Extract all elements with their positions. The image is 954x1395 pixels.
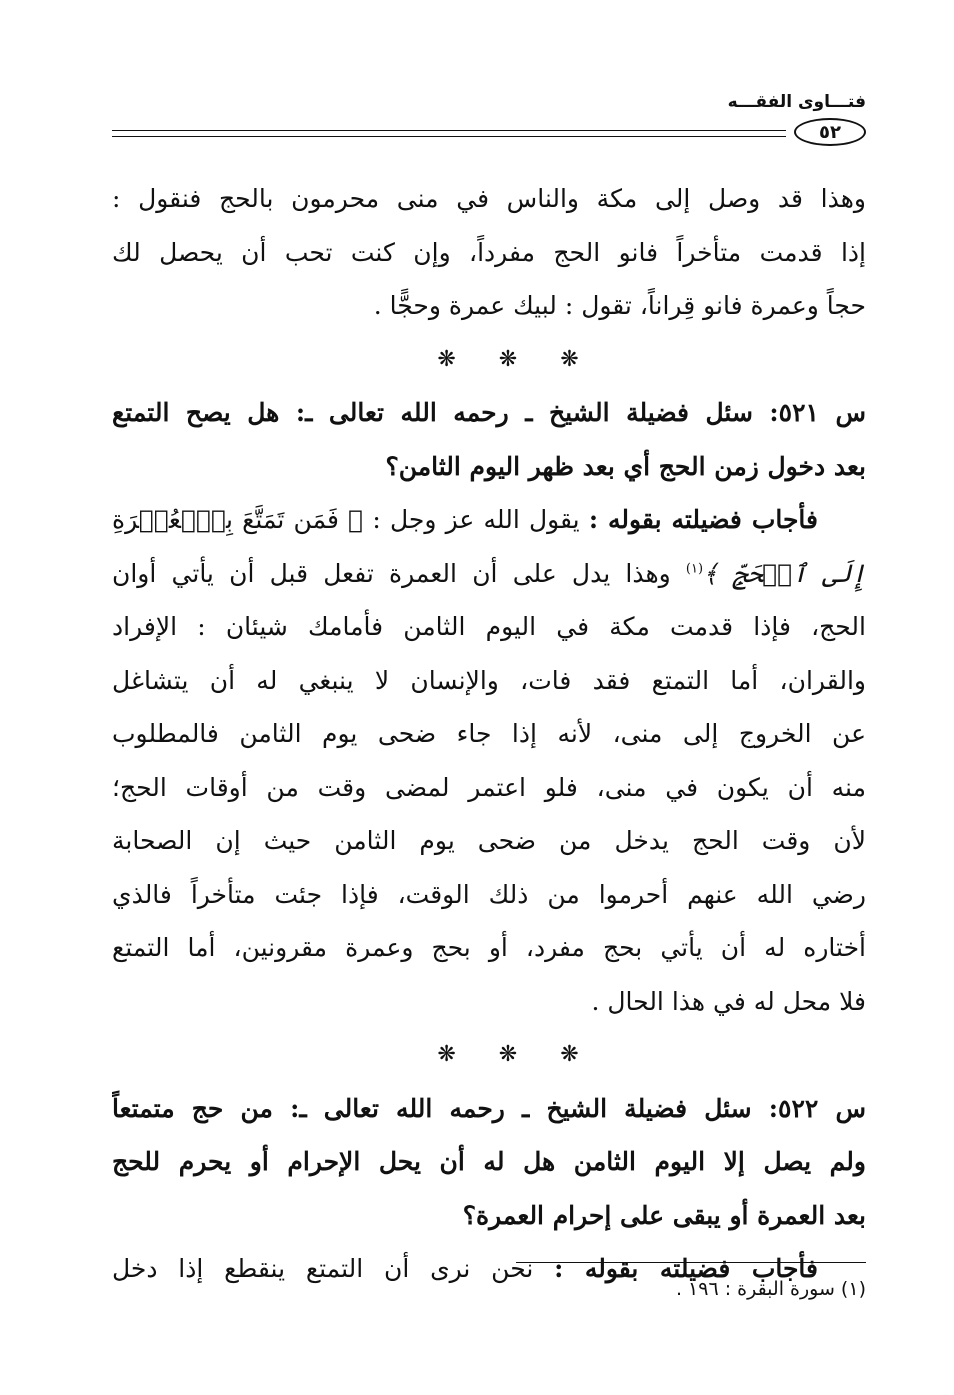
answer-line xyxy=(112,547,866,601)
footnote: (١) سورة البقرة : ١٩٦ . xyxy=(675,1278,866,1300)
answer-text: يقول الله عز وجل : ﴿ فَمَن تَمَتَّعَ بِٱلۡعُمۡرَةِ xyxy=(112,505,580,534)
section-separator: ❋ ❋ ❋ xyxy=(437,346,597,372)
answer-line: لأن وقت الحج يدخل من ضحى يوم الثامن حيث إن الصحابة xyxy=(112,826,866,855)
body-line: حجاً وعمرة فانو قِراناً، تقول : لبيك عمرة وحجًّا . xyxy=(373,291,866,320)
page-header xyxy=(112,92,866,162)
question-line: س ٥٢٢: سئل فضيلة الشيخ ـ رحمه الله تعالى ـ: من حج متمتعاً xyxy=(112,1093,866,1123)
answer-line: فلا محل له في هذا الحال . xyxy=(591,986,866,1016)
answer-lead: فأجاب فضيلته بقوله : xyxy=(554,1254,819,1283)
quran-verse: إِلَى ٱلۡحَجِّ ﴾ xyxy=(703,558,866,588)
question-line: بعد دخول زمن الحج أي بعد ظهر اليوم الثامن؟ xyxy=(385,451,866,481)
header-rule-top xyxy=(112,130,786,131)
answer-text: نحن نرى أن التمتع ينقطع إذا دخل xyxy=(112,1254,534,1283)
answer-line: رضي الله عنهم أحرموا من ذلك الوقت، فإذا جئت متأخراً فالذي xyxy=(112,879,866,909)
question-line: ولم يصل إلا اليوم الثامن هل له أن يحل الإحرام أو يحرم للحج xyxy=(112,1147,866,1176)
page-number: ٥٢ xyxy=(794,118,866,146)
page-body xyxy=(112,172,866,1296)
question-line: بعد العمرة أو يبقى على إحرام العمرة؟ xyxy=(462,1200,866,1230)
answer-line: والقران، أما التمتع فقد فات، والإنسان لا ينبغي له أن يتشاغل xyxy=(112,665,866,695)
section-separator: ❋ ❋ ❋ xyxy=(437,1042,597,1067)
answer-line: عن الخروج إلى منى، لأنه إذا جاء ضحى يوم الثامن فالمطلوب xyxy=(112,719,866,748)
answer-line: الحج، فإذا قدمت مكة في اليوم الثامن فأمامك شيئان : الإفراد xyxy=(112,612,866,641)
answer-text: وهذا يدل على أن العمرة تفعل قبل أن يأتي أوان xyxy=(112,558,671,588)
answer-line: أختاره له أن يأتي بحج مفرد، أو بحج وعمرة مقرونين، أما التمتع xyxy=(112,933,866,962)
body-line: وهذا قد وصل إلى مكة والناس في منى محرمون بالحج فنقول : xyxy=(112,184,866,213)
answer-lead: فأجاب فضيلته بقوله : xyxy=(588,505,818,534)
question-line: س ٥٢١: سئل فضيلة الشيخ ـ رحمه الله تعالى ـ: هل يصح التمتع xyxy=(112,398,866,427)
body-line: إذا قدمت متأخراً فانو الحج مفرداً، وإن كنت تحب أن يحصل لك xyxy=(112,237,866,267)
answer-line: منه أن يكون في منى، فلو اعتمر لمضى وقت من أوقات الحج؛ xyxy=(112,772,866,802)
footnote-ref: (١) xyxy=(685,561,704,577)
footnote-rule xyxy=(516,1262,866,1263)
answer-line xyxy=(112,493,866,547)
header-rule-bottom xyxy=(112,136,786,137)
book-title: فتـــاوى الفقـــه xyxy=(727,92,866,112)
